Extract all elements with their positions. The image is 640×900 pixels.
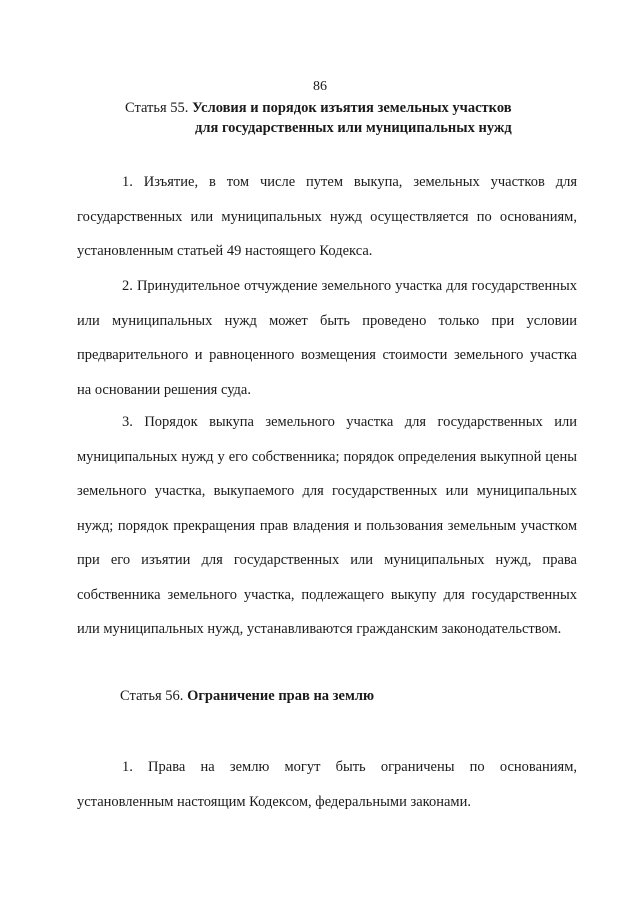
article-56-title: Ограничение прав на землю bbox=[187, 688, 375, 704]
article-55-paragraph-2: 2. Принудительное отчуждение земельного участка для государственных или муниципальных нужд может быть проведено только при условии предварительного и равноценного возмещения стоимости земельного участка на основании решения суда. bbox=[77, 278, 577, 398]
article-55-title-line2: для государственных или муниципальных нужд bbox=[195, 120, 512, 136]
article-56-prefix: Статья 56. bbox=[120, 688, 184, 704]
article-56-paragraph-1: 1. Права на землю могут быть ограничены по основаниям, установленным настоящим Кодексом, федеральными законами. bbox=[77, 759, 577, 810]
page-number: 86 bbox=[313, 79, 327, 94]
article-55-prefix: Статья 55. bbox=[125, 100, 189, 116]
article-55-title-line1: Условия и порядок изъятия земельных участков bbox=[192, 100, 512, 116]
article-55-heading bbox=[125, 98, 595, 138]
article-56-heading bbox=[120, 686, 590, 706]
article-55-paragraph-1: 1. Изъятие, в том числе путем выкупа, земельных участков для государственных или муниципальных нужд осуществляется по основаниям, установленным статьей 49 настоящего Кодекса. bbox=[77, 174, 577, 259]
article-55-paragraph-3: 3. Порядок выкупа земельного участка для государственных или муниципальных нужд у его собственника; порядок определения выкупной цены земельного участка, выкупаемого для государственных или муниципальных нужд; порядок прекращения прав владения и пользования земельным участком при его изъятии для государственных или муниципальных нужд, права собственника земельного участка, подлежащего выкупу для государственных или муниципальных нужд, устанавливаются гражданским законодательством. bbox=[77, 414, 577, 637]
